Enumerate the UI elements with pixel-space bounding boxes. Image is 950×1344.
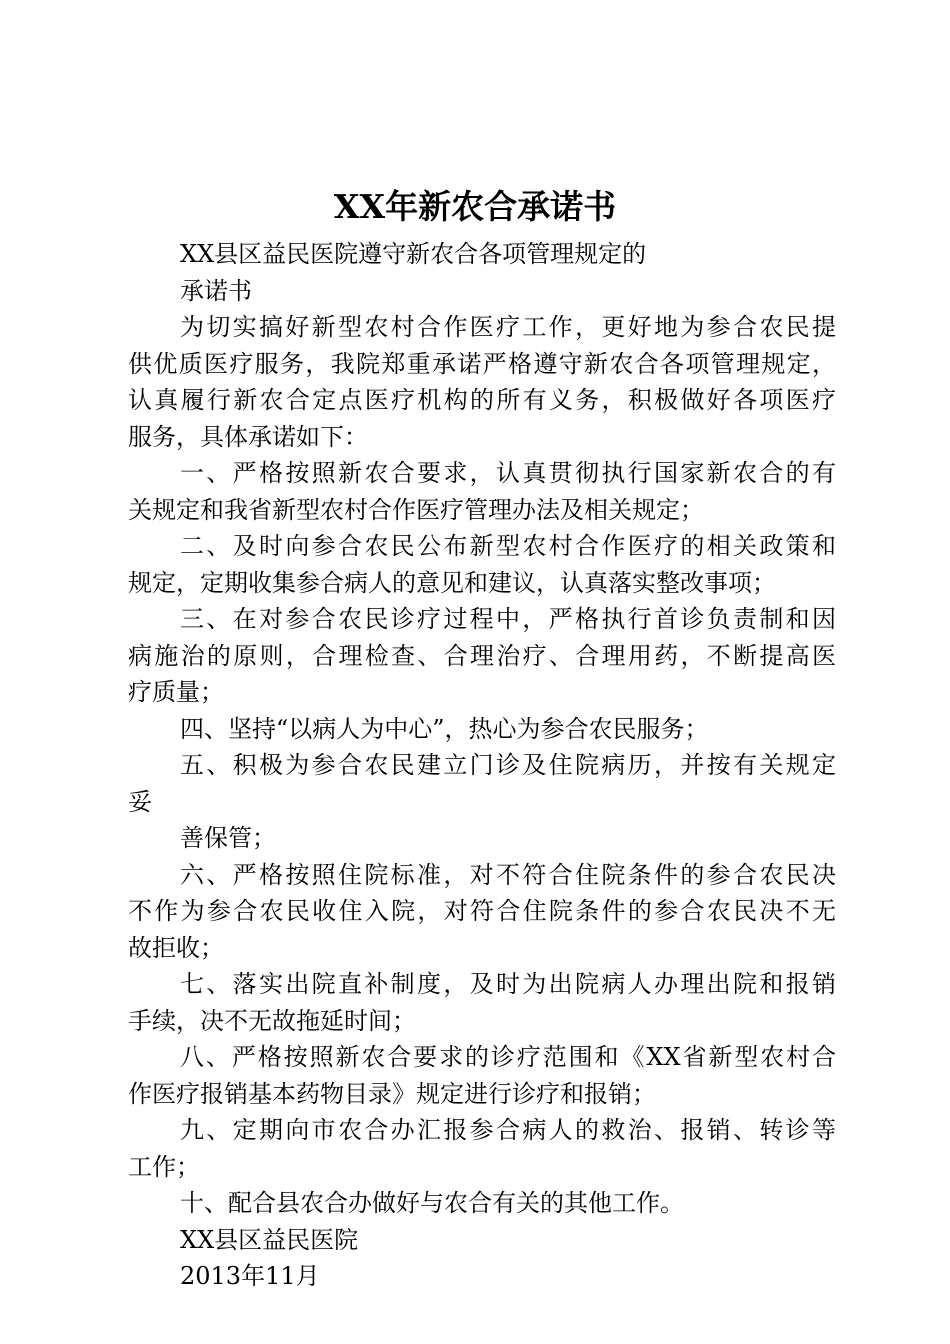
text-line: 十、配合县农合办做好与农合有关的其他工作。: [180, 1189, 684, 1217]
text-line: 三、在对参合农民诊疗过程中，严格执行首诊负责制和因: [180, 605, 836, 633]
text-line: 妥: [128, 787, 152, 816]
text-line: 认真履行新农合定点医疗机构的所有义务，积极做好各项医疗: [128, 386, 836, 414]
text-line: 服务，具体承诺如下：: [128, 422, 368, 451]
text-line: 不作为参合农民收住入院，对符合住院条件的参合农民决不无: [128, 897, 836, 925]
text-line: 承诺书: [180, 276, 252, 305]
text-line: 九、定期向市农合办汇报参合病人的救治、报销、转诊等: [180, 1116, 836, 1144]
text-line: 六、严格按照住院标准，对不符合住院条件的参合农民决: [180, 860, 836, 889]
text-line: 病施治的原则，合理检查、合理治疗、合理用药，不断提高医: [128, 641, 836, 670]
text-line: 工作；: [128, 1152, 200, 1181]
text-line: 为切实搞好新型农村合作医疗工作，更好地为参合农民提: [180, 313, 836, 341]
document-title: XX年新农合承诺书: [333, 187, 617, 226]
text-line: 故拒收；: [128, 933, 224, 962]
text-line: 疗质量；: [128, 678, 224, 706]
text-line: XX县区益民医院: [180, 1225, 359, 1254]
text-line: 规定，定期收集参合病人的意见和建议，认真落实整改事项；: [128, 568, 776, 597]
text-line: 七、落实出院直补制度，及时为出院病人办理出院和报销: [180, 970, 836, 998]
text-line: 手续，决不无故拖延时间；: [128, 1006, 416, 1035]
text-line: 一、严格按照新农合要求，认真贯彻执行国家新农合的有: [180, 459, 836, 487]
text-line: 四、坚持“以病人为中心”，热心为参合农民服务；: [180, 714, 709, 743]
text-line: 2013年11月: [180, 1262, 320, 1290]
text-line: 五、积极为参合农民建立门诊及住院病历，并按有关规定: [180, 751, 836, 779]
text-line: 八、严格按照新农合要求的诊疗范围和《XX省新型农村合: [180, 1043, 836, 1071]
text-line: 关规定和我省新型农村合作医疗管理办法及相关规定；: [128, 495, 704, 524]
text-line: 作医疗报销基本药物目录》规定进行诊疗和报销；: [128, 1079, 656, 1108]
text-line: XX县区益民医院遵守新农合各项管理规定的: [180, 240, 647, 268]
text-line: 二、及时向参合农民公布新型农村合作医疗的相关政策和: [180, 532, 836, 560]
text-line: 供优质医疗服务，我院郑重承诺严格遵守新农合各项管理规定，: [128, 349, 836, 378]
text-line: 善保管；: [180, 824, 276, 852]
document-body: [128, 236, 836, 1295]
